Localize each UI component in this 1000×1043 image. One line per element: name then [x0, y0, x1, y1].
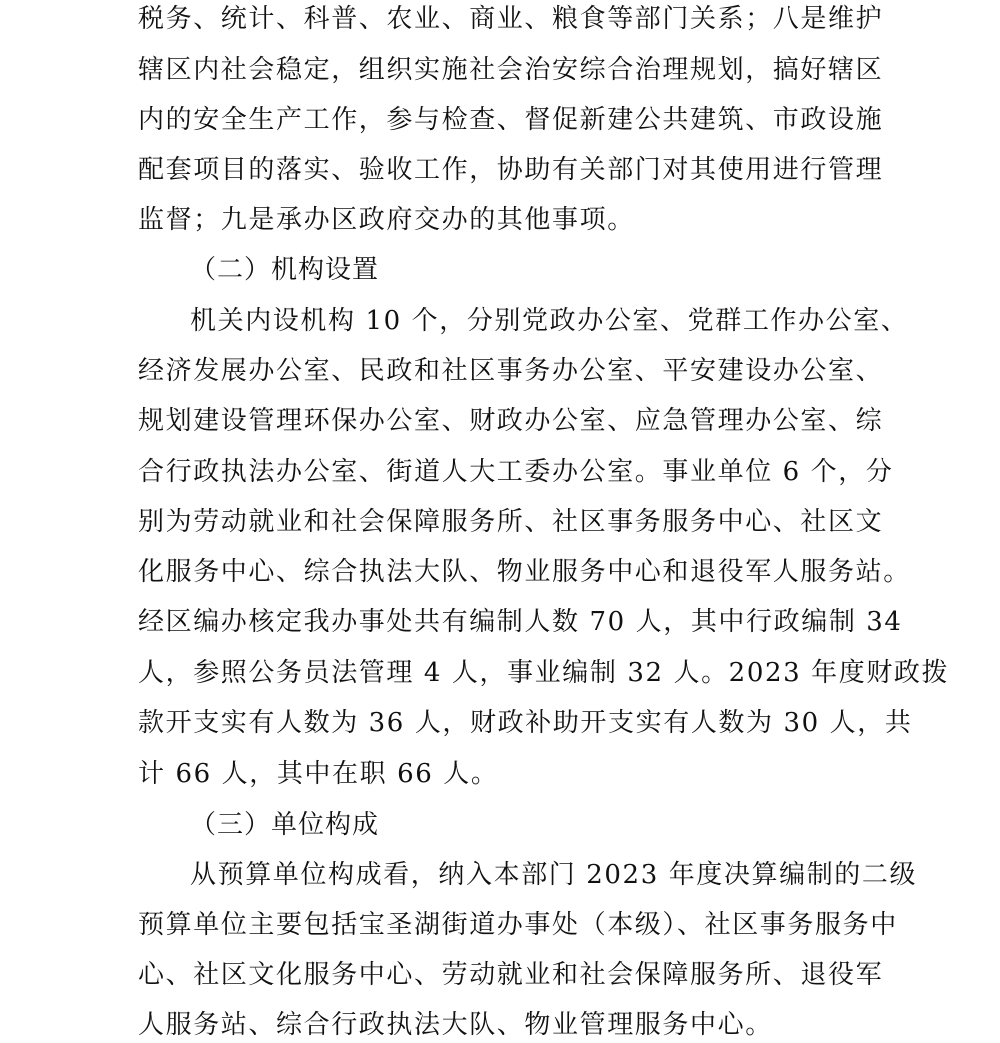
paragraph-line: 化服务中心、综合执法大队、物业服务中心和退役军人服务站。 — [138, 557, 911, 587]
paragraph-line: 监督；九是承办区政府交办的其他事项。 — [138, 205, 635, 235]
paragraph-line: 款开支实有人数为 36 人，财政补助开支实有人数为 30 人，共 — [138, 708, 913, 738]
paragraph-line: 规划建设管理环保办公室、财政办公室、应急管理办公室、综 — [138, 406, 884, 436]
paragraph-line: 辖区内社会稳定，组织实施社会治安综合治理规划，搞好辖区 — [138, 55, 884, 85]
paragraph-line: 从预算单位构成看，纳入本部门 2023 年度决算编制的二级 — [190, 860, 918, 890]
paragraph-line: 预算单位主要包括宝圣湖街道办事处（本级）、社区事务服务中 — [138, 910, 898, 940]
paragraph-line: 人服务站、综合行政执法大队、物业管理服务中心。 — [138, 1010, 773, 1040]
paragraph-line: 别为劳动就业和社会保障服务所、社区事务服务中心、社区文 — [138, 507, 884, 537]
paragraph-line: 合行政执法办公室、街道人大工委办公室。事业单位 6 个，分 — [138, 457, 894, 487]
paragraph-line: 配套项目的落实、验收工作，协助有关部门对其使用进行管理 — [138, 155, 884, 185]
paragraph-line: 心、社区文化服务中心、劳动就业和社会保障服务所、退役军 — [138, 960, 884, 990]
paragraph-line: 经济发展办公室、民政和社区事务办公室、平安建设办公室、 — [138, 356, 884, 386]
section-heading-composition: （三）单位构成 — [190, 810, 380, 840]
paragraph-line: 内的安全生产工作，参与检查、督促新建公共建筑、市政设施 — [138, 105, 884, 135]
paragraph-line: 计 66 人，其中在职 66 人。 — [138, 759, 499, 789]
paragraph-line: 税务、统计、科普、农业、商业、粮食等部门关系；八是维护 — [138, 4, 884, 34]
paragraph-line: 机关内设机构 10 个，分别党政办公室、党群工作办公室、 — [190, 306, 909, 336]
paragraph-line: 经区编办核定我办事处共有编制人数 70 人，其中行政编制 34 — [138, 607, 903, 637]
paragraph-line: 人，参照公务员法管理 4 人，事业编制 32 人。2023 年度财政拨 — [138, 658, 950, 688]
section-heading-structure: （二）机构设置 — [190, 255, 380, 285]
